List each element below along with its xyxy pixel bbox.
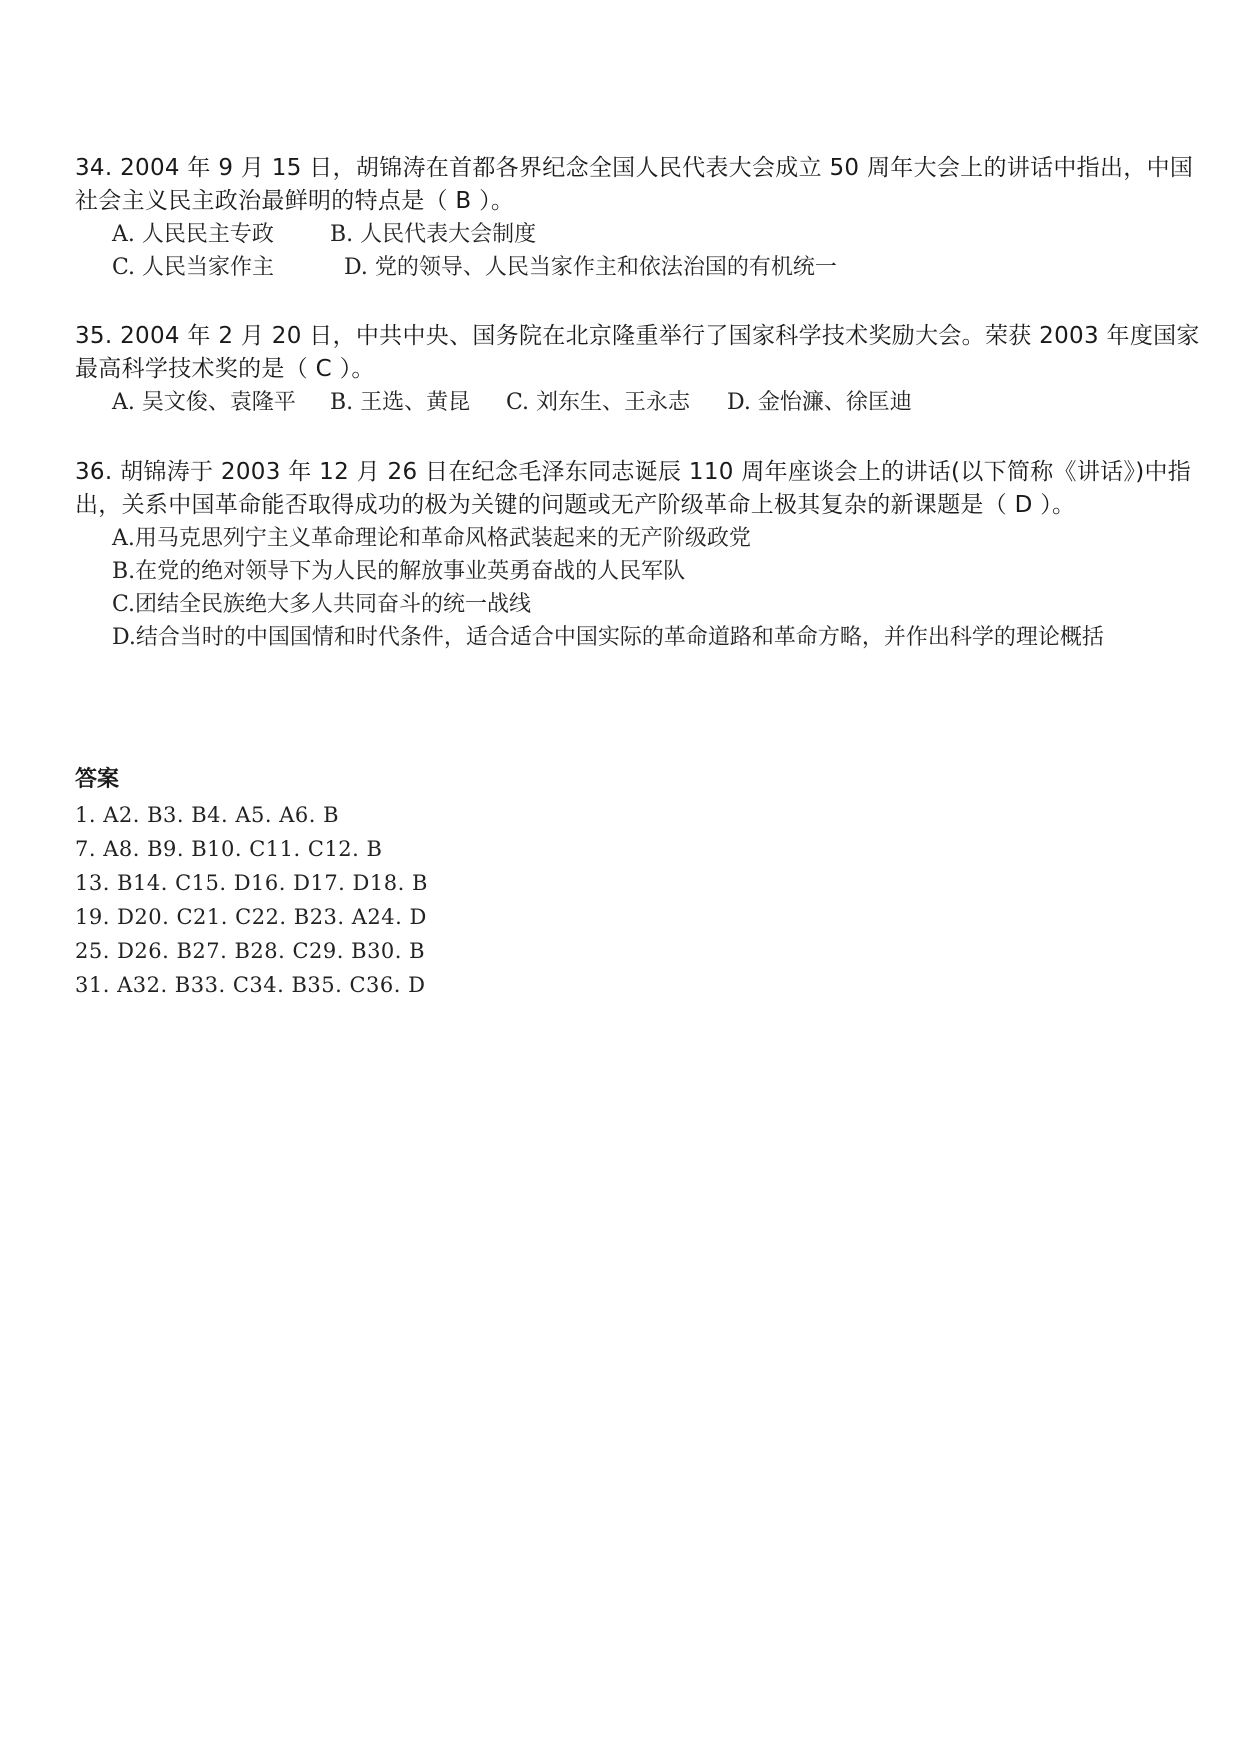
question-36-stem: 36. 胡锦涛于 2003 年 12 月 26 日在纪念毛泽东同志诞辰 110 周年座谈会上的讲话(以下简称《讲话》)中指出，关系中国革命能否取得成功的极为关键的问题或无产阶级革命上极其复杂的新课题是（ D ）。 — [75, 459, 1192, 518]
answer-line: 1. A2. B3. B4. A5. A6. B — [75, 803, 340, 827]
question-35-option-b: B. 王选、黄昆 — [330, 390, 471, 415]
option-label: D. — [112, 625, 136, 650]
answer-line: 31. A32. B33. C34. B35. C36. D — [75, 973, 426, 997]
question-34-option-a: A. 人民民主专政 — [112, 222, 274, 247]
question-36-options — [112, 522, 1202, 654]
question-35-option-d: D. 金怡濂、徐匡迪 — [727, 390, 912, 415]
question-36-option-c — [112, 588, 1202, 621]
question-34-option-d: D. 党的领导、人民当家作主和依法治国的有机统一 — [344, 255, 837, 280]
answer-line: 19. D20. C21. C22. B23. A24. D — [75, 905, 427, 929]
question-35-option-c: C. 刘东生、王永志 — [506, 390, 691, 415]
answer-line: 7. A8. B9. B10. C11. C12. B — [75, 837, 383, 861]
answer-line: 25. D26. B27. B28. C29. B30. B — [75, 939, 426, 963]
question-36-option-a — [112, 522, 1202, 555]
question-34-option-b: B. 人民代表大会制度 — [330, 222, 537, 247]
option-text: 团结全民族绝大多人共同奋斗的统一战线 — [135, 592, 532, 617]
option-text: 用马克思列宁主义革命理论和革命风格武装起来的无产阶级政党 — [134, 526, 751, 551]
option-label: C. — [112, 592, 136, 617]
question-35-stem: 35. 2004 年 2 月 20 日，中共中央、国务院在北京隆重举行了国家科学技术奖励大会。荣获 2003 年度国家最高科学技术奖的是（ C ）。 — [75, 323, 1200, 382]
question-34-option-c: C. 人民当家作主 — [112, 255, 275, 280]
option-text: 在党的绝对领导下为人民的解放事业英勇奋战的人民军队 — [135, 559, 686, 584]
option-text: 结合当时的中国国情和时代条件，适合适合中国实际的革命道路和革命方略，并作出科学的理论概括 — [135, 625, 1104, 650]
answers-heading: 答案 — [75, 767, 120, 792]
question-35-option-a: A. 吴文俊、袁隆平 — [112, 390, 296, 415]
question-36-option-b — [112, 555, 1202, 588]
question-36-option-d — [112, 621, 1202, 654]
option-label: A. — [112, 526, 135, 551]
option-label: B. — [112, 559, 136, 584]
question-34-stem: 34. 2004 年 9 月 15 日，胡锦涛在首都各界纪念全国人民代表大会成立 50 周年大会上的讲话中指出，中国社会主义民主政治最鲜明的特点是（ B ）。 — [75, 155, 1194, 214]
answer-line: 13. B14. C15. D16. D17. D18. B — [75, 871, 428, 895]
